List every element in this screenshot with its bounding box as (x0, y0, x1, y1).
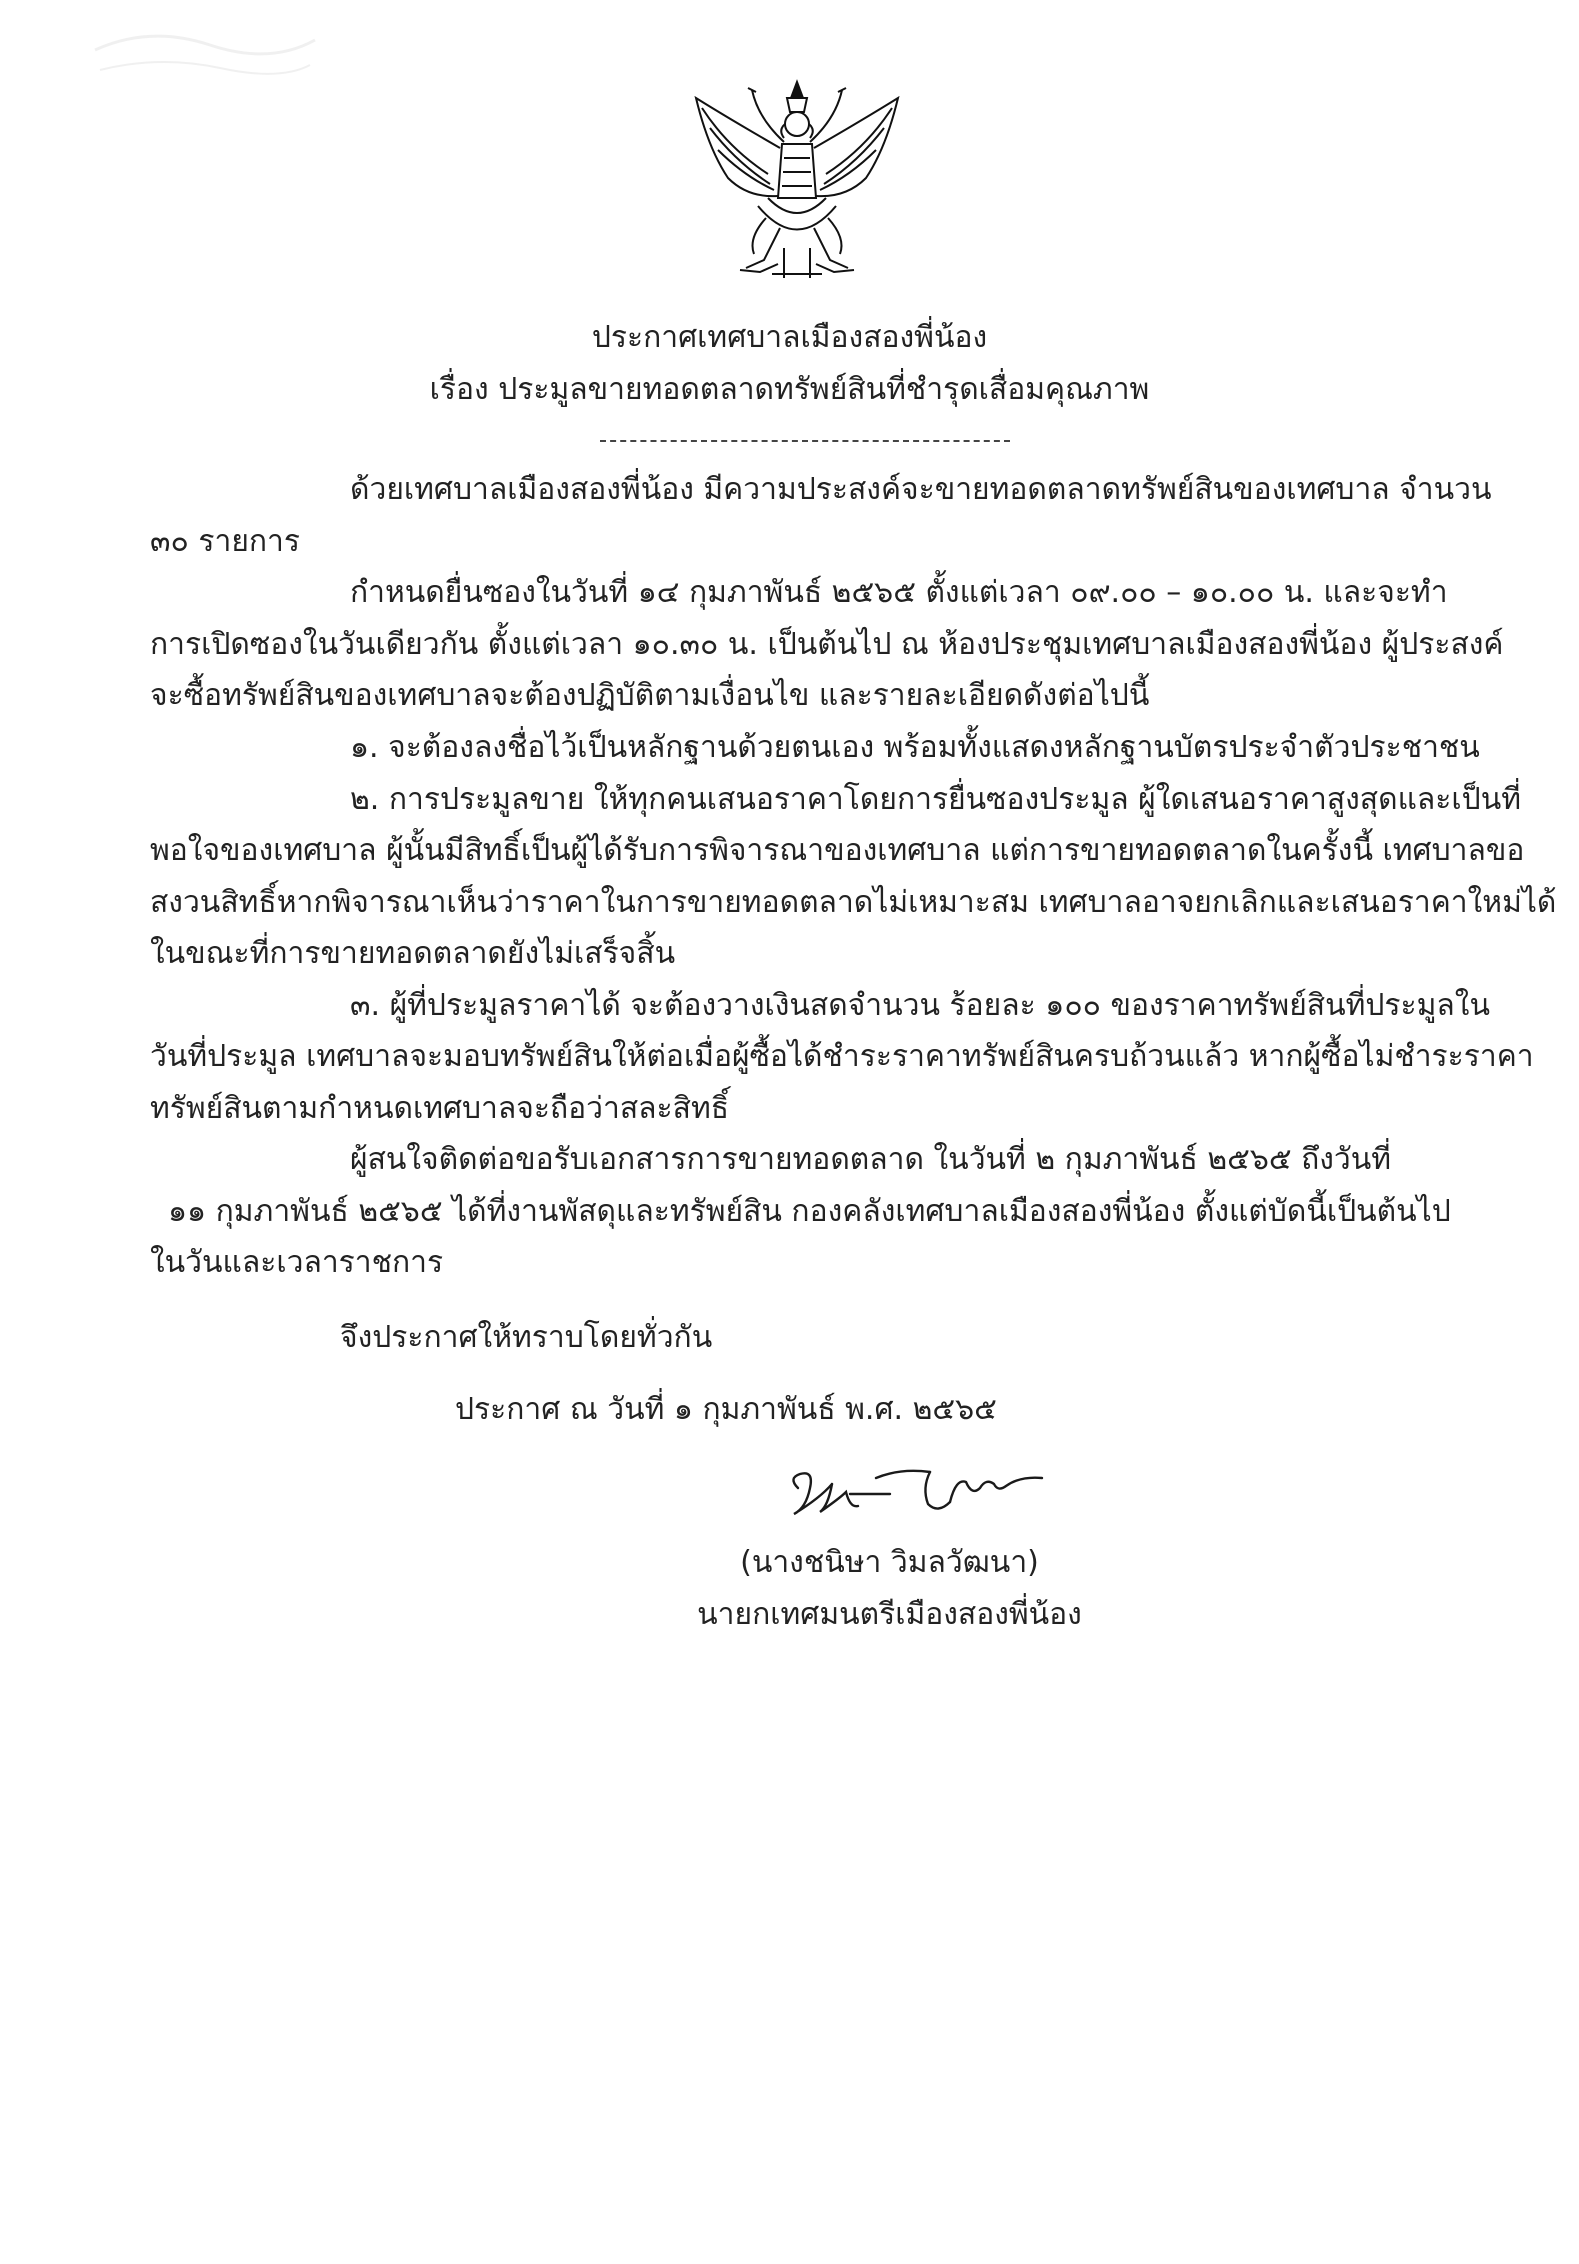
garuda-emblem-icon (688, 78, 906, 288)
contact-line-2: ๑๑ กุมภาพันธ์ ๒๕๖๕ ได้ที่งานพัสดุและทรัพย์สิน กองคลังเทศบาลเมืองสองพี่น้อง ตั้งแต่บัดนี้เป็นต้นไป (168, 1194, 1451, 1229)
condition-2-line-3: สงวนสิทธิ์หากพิจารณาเห็นว่าราคาในการขายทอดตลาดไม่เหมาะสม เทศบาลอาจยกเลิกและเสนอราคาใหม่ได้ (150, 885, 1557, 920)
announcement-date: ประกาศ ณ วันที่ ๑ กุมภาพันธ์ พ.ศ. ๒๕๖๕ (455, 1392, 997, 1427)
condition-2-line-4: ในขณะที่การขายทอดตลาดยังไม่เสร็จสิ้น (150, 936, 676, 971)
schedule-line-2: การเปิดซองในวันเดียวกัน ตั้งแต่เวลา ๑๐.๓๐ น. เป็นต้นไป ณ ห้องประชุมเทศบาลเมืองสองพี่น้อง ผู้ประสงค์ (150, 627, 1504, 662)
condition-1: ๑. จะต้องลงชื่อไว้เป็นหลักฐานด้วยตนเอง พร้อมทั้งแสดงหลักฐานบัตรประจำตัวประชาชน (350, 730, 1480, 765)
condition-3-line-2: วันที่ประมูล เทศบาลจะมอบทรัพย์สินให้ต่อเมื่อผู้ซื้อได้ชำระราคาทรัพย์สินครบถ้วนแล้ว หากผู้ซื้อไม่ชำระราคา (150, 1039, 1534, 1074)
header-divider (600, 440, 1010, 442)
intro-line-1: ด้วยเทศบาลเมืองสองพี่น้อง มีความประสงค์จะขายทอดตลาดทรัพย์สินของเทศบาล จำนวน (350, 472, 1492, 507)
closing-statement: จึงประกาศให้ทราบโดยทั่วกัน (340, 1320, 713, 1355)
faint-stamp-mark (90, 20, 320, 80)
signatory-name: (นางชนิษา วิมลวัฒนา) (740, 1545, 1039, 1580)
condition-2-line-1: ๒. การประมูลขาย ให้ทุกคนเสนอราคาโดยการยื่นซองประมูล ผู้ใดเสนอราคาสูงสุดและเป็นที่ (350, 782, 1521, 817)
schedule-line-1: กำหนดยื่นซองในวันที่ ๑๔ กุมภาพันธ์ ๒๕๖๕ ตั้งแต่เวลา ๐๙.๐๐ – ๑๐.๐๐ น. และจะทำ (350, 575, 1448, 610)
announcement-agency-title: ประกาศเทศบาลเมืองสองพี่น้อง (591, 320, 988, 355)
contact-line-1: ผู้สนใจติดต่อขอรับเอกสารการขายทอดตลาด ในวันที่ ๒ กุมภาพันธ์ ๒๕๖๕ ถึงวันที่ (350, 1142, 1392, 1177)
handwritten-signature (780, 1448, 1080, 1558)
intro-line-2: ๓๐ รายการ (150, 524, 301, 559)
contact-line-3: ในวันและเวลาราชการ (150, 1245, 444, 1280)
signatory-position: นายกเทศมนตรีเมืองสองพี่น้อง (697, 1597, 1082, 1632)
schedule-line-3: จะซื้อทรัพย์สินของเทศบาลจะต้องปฏิบัติตามเงื่อนไข และรายละเอียดดังต่อไปนี้ (150, 678, 1150, 713)
condition-3-line-3: ทรัพย์สินตามกำหนดเทศบาลจะถือว่าสละสิทธิ์ (150, 1091, 730, 1126)
condition-2-line-2: พอใจของเทศบาล ผู้นั้นมีสิทธิ์เป็นผู้ได้รับการพิจารณาของเทศบาล แต่การขายทอดตลาดในครั้งนี้ เทศบาลขอ (150, 833, 1525, 868)
announcement-subject: เรื่อง ประมูลขายทอดตลาดทรัพย์สินที่ชำรุดเสื่อมคุณภาพ (429, 372, 1150, 407)
condition-3-line-1: ๓. ผู้ที่ประมูลราคาได้ จะต้องวางเงินสดจำนวน ร้อยละ ๑๐๐ ของราคาทรัพย์สินที่ประมูลใน (350, 988, 1490, 1023)
